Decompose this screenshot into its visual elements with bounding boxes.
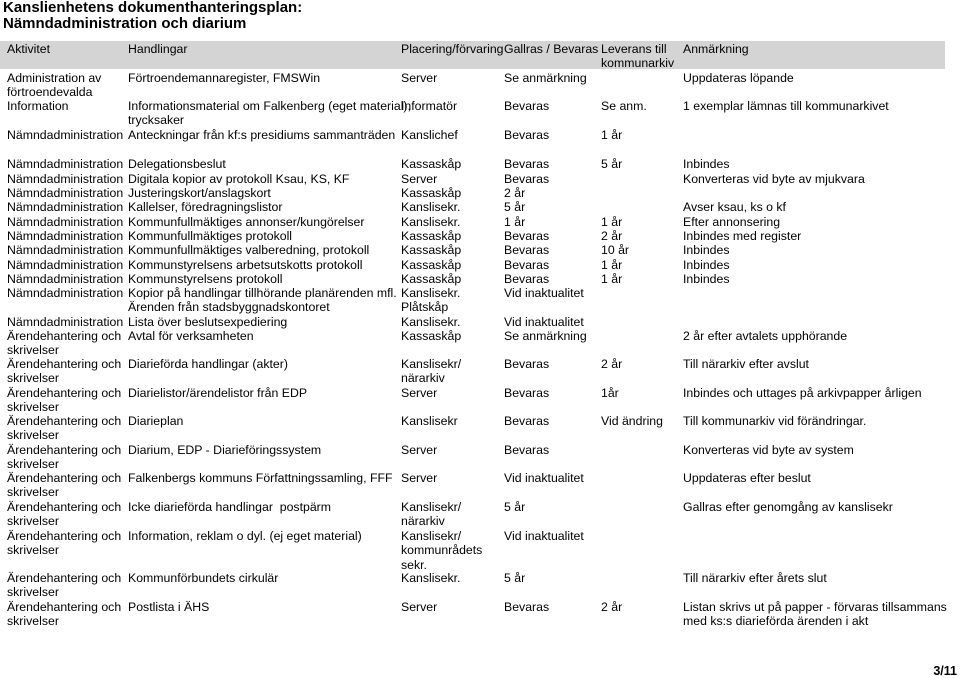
cell-documents: Justeringskort/anslagskort <box>128 186 271 200</box>
cell-documents: Falkenbergs kommuns Författningssamling, FFF <box>128 471 393 485</box>
cell-disposal: Bevaras <box>504 272 550 286</box>
cell-placement: Kanslisekr. <box>401 315 461 329</box>
cell-disposal: Vid inaktualitet <box>504 471 584 485</box>
cell-documents: Delegationsbeslut <box>128 157 226 171</box>
cell-disposal: 5 år <box>504 571 526 585</box>
cell-documents: Kommunstyrelsens arbetsutskotts protokoll <box>128 258 363 272</box>
cell-remark: Inbindes med register <box>683 229 802 243</box>
cell-disposal: 5 år <box>504 200 526 214</box>
cell-documents: Avtal för verksamheten <box>128 329 254 343</box>
cell-disposal: Vid inaktualitet <box>504 529 584 543</box>
header-disposal: Gallras / Bevaras <box>504 42 599 56</box>
cell-placement: Kanslisekr/ kommunrådets sekr. <box>401 529 483 572</box>
cell-disposal: Bevaras <box>504 600 550 614</box>
cell-documents: Icke diarieförda handlingar postpärm <box>128 500 332 514</box>
cell-remark: Inbindes <box>683 258 730 272</box>
cell-delivery: 5 år <box>601 157 623 171</box>
cell-placement: Server <box>401 443 438 457</box>
cell-activity: Nämndadministration <box>7 229 124 243</box>
cell-documents: Kallelser, föredragningslistor <box>128 200 283 214</box>
cell-documents: Diarielistor/ärendelistor från EDP <box>128 386 308 400</box>
cell-disposal: Bevaras <box>504 157 550 171</box>
cell-activity: Ärendehantering och skrivelser <box>7 329 122 358</box>
table-header <box>0 41 945 69</box>
cell-remark: Inbindes <box>683 243 730 257</box>
cell-activity: Nämndadministration <box>7 258 124 272</box>
cell-documents: Diarieförda handlingar (akter) <box>128 357 288 371</box>
cell-disposal: Bevaras <box>504 229 550 243</box>
cell-disposal: Bevaras <box>504 99 550 113</box>
cell-activity: Nämndadministration <box>7 272 124 286</box>
cell-activity: Ärendehantering och skrivelser <box>7 471 122 500</box>
cell-activity: Ärendehantering och skrivelser <box>7 386 122 415</box>
cell-disposal: Bevaras <box>504 243 550 257</box>
cell-remark: Efter annonsering <box>683 215 781 229</box>
cell-activity: Nämndadministration <box>7 186 124 200</box>
header-placement: Placering/förvaring <box>401 42 504 56</box>
cell-placement: Server <box>401 471 438 485</box>
cell-remark: Konverteras vid byte av mjukvara <box>683 172 865 186</box>
cell-placement: Kanslisekr. <box>401 200 461 214</box>
cell-placement: Kassaskåp <box>401 229 462 243</box>
document-title: Kanslienhetens dokumenthanteringsplan: <box>3 0 303 16</box>
cell-activity: Ärendehantering och skrivelser <box>7 443 122 472</box>
cell-activity: Nämndadministration <box>7 243 124 257</box>
cell-documents: Anteckningar från kf:s presidiums sammanträden <box>128 128 396 142</box>
cell-remark: Konverteras vid byte av system <box>683 443 854 457</box>
document-subtitle: Nämndadministration och diarium <box>3 15 247 32</box>
cell-delivery: 1 år <box>601 272 623 286</box>
cell-placement: Kanslisekr. Plåtskåp <box>401 286 461 315</box>
cell-placement: Kanslichef <box>401 128 458 142</box>
cell-remark: Till närarkiv efter avslut <box>683 357 809 371</box>
cell-disposal: Bevaras <box>504 414 550 428</box>
cell-activity: Ärendehantering och skrivelser <box>7 529 122 558</box>
cell-documents: Förtroendemannaregister, FMSWin <box>128 71 321 85</box>
cell-disposal: Bevaras <box>504 386 550 400</box>
cell-remark: Avser ksau, ks o kf <box>683 200 786 214</box>
cell-activity: Ärendehantering och skrivelser <box>7 357 122 386</box>
cell-disposal: Bevaras <box>504 258 550 272</box>
cell-placement: Kanslisekr. <box>401 571 461 585</box>
cell-documents: Postlista i ÄHS <box>128 600 210 614</box>
cell-disposal: Bevaras <box>504 172 550 186</box>
cell-remark: 2 år efter avtalets upphörande <box>683 329 848 343</box>
cell-delivery: 10 år <box>601 243 630 257</box>
cell-disposal: 1 år <box>504 215 526 229</box>
cell-documents: Kopior på handlingar tillhörande planärenden mfl. Ärenden från stadsbyggnadskontoret <box>128 286 397 315</box>
cell-delivery: Se anm. <box>601 99 647 113</box>
cell-documents: Digitala kopior av protokoll Ksau, KS, KF <box>128 172 350 186</box>
cell-placement: Kassaskåp <box>401 186 462 200</box>
cell-delivery: 2 år <box>601 357 623 371</box>
header-activity: Aktivitet <box>7 42 51 56</box>
cell-placement: Server <box>401 600 438 614</box>
cell-documents: Informationsmaterial om Falkenberg (eget material), trycksaker <box>128 99 411 128</box>
cell-activity: Ärendehantering och skrivelser <box>7 571 122 600</box>
cell-delivery: 2 år <box>601 229 623 243</box>
cell-documents: Kommunförbundets cirkulär <box>128 571 279 585</box>
cell-remark: Listan skrivs ut på papper - förvaras tillsammans med ks:s diarieförda ärenden i akt <box>683 600 947 629</box>
cell-activity: Ärendehantering och skrivelser <box>7 500 122 529</box>
cell-remark: Till närarkiv efter årets slut <box>683 571 827 585</box>
header-delivery: Leverans till kommunarkiv <box>601 42 675 71</box>
cell-placement: Server <box>401 71 438 85</box>
cell-disposal: Bevaras <box>504 443 550 457</box>
cell-remark: Inbindes <box>683 272 730 286</box>
cell-remark: Gallras efter genomgång av kanslisekr <box>683 500 893 514</box>
cell-delivery: 2 år <box>601 600 623 614</box>
cell-activity: Nämndadministration <box>7 315 124 329</box>
cell-disposal: Se anmärkning <box>504 71 587 85</box>
header-remark: Anmärkning <box>683 42 749 56</box>
cell-disposal: Vid inaktualitet <box>504 286 584 300</box>
cell-placement: Kassaskåp <box>401 157 462 171</box>
cell-documents: Kommunstyrelsens protokoll <box>128 272 283 286</box>
cell-delivery: 1 år <box>601 215 623 229</box>
cell-activity: Nämndadministration <box>7 128 124 142</box>
cell-disposal: Se anmärkning <box>504 329 587 343</box>
cell-placement: Kassaskåp <box>401 329 462 343</box>
cell-disposal: 2 år <box>504 186 526 200</box>
cell-remark: Uppdateras löpande <box>683 71 794 85</box>
cell-delivery: 1 år <box>601 258 623 272</box>
cell-placement: Kanslisekr/ närarkiv <box>401 357 462 386</box>
cell-documents: Lista över beslutsexpediering <box>128 315 288 329</box>
cell-disposal: Vid inaktualitet <box>504 315 584 329</box>
cell-disposal: Bevaras <box>504 357 550 371</box>
cell-placement: Kanslisekr/ närarkiv <box>401 500 462 529</box>
cell-activity: Nämndadministration <box>7 172 124 186</box>
cell-disposal: 5 år <box>504 500 526 514</box>
page-number: 3/11 <box>933 664 957 678</box>
cell-delivery: 1år <box>601 386 619 400</box>
cell-remark: Inbindes <box>683 157 730 171</box>
cell-remark: Till kommunarkiv vid förändringar. <box>683 414 867 428</box>
cell-placement: Informatör <box>401 99 458 113</box>
cell-activity: Administration av förtroendevalda <box>7 71 102 100</box>
cell-activity: Ärendehantering och skrivelser <box>7 414 122 443</box>
cell-delivery: Vid ändring <box>601 414 663 428</box>
cell-remark: Inbindes och uttages på arkivpapper årligen <box>683 386 922 400</box>
cell-documents: Information, reklam o dyl. (ej eget material) <box>128 529 362 543</box>
cell-documents: Kommunfullmäktiges annonser/kungörelser <box>128 215 365 229</box>
cell-placement: Kassaskåp <box>401 258 462 272</box>
cell-documents: Kommunfullmäktiges valberedning, protokoll <box>128 243 370 257</box>
cell-activity: Information <box>7 99 69 113</box>
cell-disposal: Bevaras <box>504 128 550 142</box>
cell-documents: Diarieplan <box>128 414 184 428</box>
cell-delivery: 1 år <box>601 128 623 142</box>
header-documents: Handlingar <box>128 42 188 56</box>
cell-documents: Kommunfullmäktiges protokoll <box>128 229 293 243</box>
cell-activity: Nämndadministration <box>7 286 124 300</box>
cell-activity: Nämndadministration <box>7 215 124 229</box>
cell-activity: Ärendehantering och skrivelser <box>7 600 122 629</box>
cell-placement: Kassaskåp <box>401 243 462 257</box>
cell-documents: Diarium, EDP - Diarieföringssystem <box>128 443 322 457</box>
cell-placement: Kanslisekr. <box>401 215 461 229</box>
cell-activity: Nämndadministration <box>7 200 124 214</box>
cell-activity: Nämndadministration <box>7 157 124 171</box>
cell-placement: Kassaskåp <box>401 272 462 286</box>
cell-remark: Uppdateras efter beslut <box>683 471 811 485</box>
cell-placement: Server <box>401 172 438 186</box>
cell-placement: Kanslisekr <box>401 414 458 428</box>
cell-remark: 1 exemplar lämnas till kommunarkivet <box>683 99 889 113</box>
cell-placement: Server <box>401 386 438 400</box>
